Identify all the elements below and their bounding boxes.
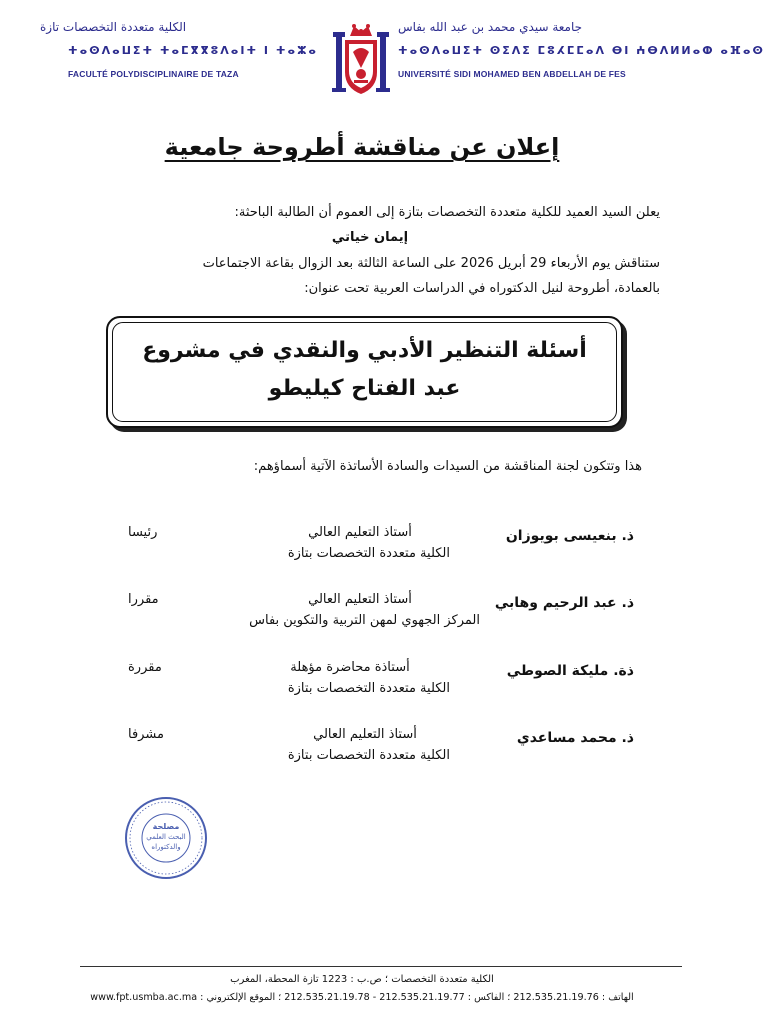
stamp-center-line-3: والدكتوراه xyxy=(151,843,181,851)
thesis-title-inner-frame xyxy=(112,322,617,422)
committee-member-title: أستاذة محاضرة مؤهلة xyxy=(290,660,410,675)
thesis-title-box xyxy=(106,316,623,428)
committee-member-institution: الكلية متعددة التخصصات بتازة xyxy=(287,681,450,696)
stamp-center-line-1: مصلحة xyxy=(152,822,180,831)
committee-member-title: أستاذ التعليم العالي xyxy=(313,727,417,742)
thesis-degree-line: بالعمادة، أطروحة لنيل الدكتوراه في الدراسات العربية تحت عنوان: xyxy=(304,281,660,296)
university-emblem-icon xyxy=(330,22,392,98)
committee-member-role: مشرفا xyxy=(128,727,164,742)
thesis-title-line-2: عبد الفتاح كيليطو xyxy=(268,376,461,401)
footer-divider xyxy=(80,966,682,967)
footer-contact: الهاتف : 212.535.21.19.76 ؛ الفاكس : 212.535.21.19.77 - 212.535.21.19.78 ؛ الموقع الإلكتروني : www.fpt.usmba.ac.ma xyxy=(90,992,634,1003)
university-name-tifinagh: ⵜⴰⵙⴷⴰⵡⵉⵜ ⵙⵉⴷⵉ ⵎⵓⵃⵎⵎⴰⴷ ⴱⵏ ⵄⴱⴷⵍⵍⴰⵀ ⴰⴼⴰⵙ xyxy=(398,44,765,57)
faculty-name-ar: الكلية متعددة التخصصات تازة xyxy=(40,20,187,34)
committee-member-institution: المركز الجهوي لمهن التربية والتكوين بفاس xyxy=(249,613,480,628)
committee-member-institution: الكلية متعددة التخصصات بتازة xyxy=(287,748,450,763)
student-name: إيمان خياتي xyxy=(331,230,409,245)
committee-member-title: أستاذ التعليم العالي xyxy=(308,525,412,540)
committee-member-name: ذ. محمد مساعدي xyxy=(516,730,634,746)
stamp-center-line-2: البحث العلمي xyxy=(146,833,186,841)
university-name-ar: جامعة سيدي محمد بن عبد الله بفاس xyxy=(398,20,583,34)
intro-line: يعلن السيد العميد للكلية متعددة التخصصات بتازة إلى العموم أن الطالبة الباحثة: xyxy=(234,205,660,220)
university-name-fr: UNIVERSITÉ SIDI MOHAMED BEN ABDELLAH DE FES xyxy=(398,69,626,79)
faculty-name-tifinagh: ⵜⴰⵙⴷⴰⵡⵉⵜ ⵜⴰⵎⴳⴳⵓⴷⴰⵏⵜ ⵏ ⵜⴰⵣⴰ xyxy=(68,44,319,57)
page-title: إعلان عن مناقشة أطروحة جامعية xyxy=(164,133,560,161)
thesis-title-line-1: أسئلة التنظير الأدبي والنقدي في مشروع xyxy=(142,338,587,363)
footer-address: الكلية متعددة التخصصات ؛ ص.ب : 1223 تازة المحطة، المغرب xyxy=(230,974,494,985)
faculty-name-fr: FACULTÉ POLYDISCIPLINAIRE DE TAZA xyxy=(68,69,239,79)
committee-member-name: ذ. بنعيسى بويوزان xyxy=(505,528,634,544)
committee-intro: هذا وتتكون لجنة المناقشة من السيدات والسادة الأساتذة الآتية أسماؤهم: xyxy=(253,459,642,474)
official-stamp xyxy=(124,796,208,880)
committee-member-name: ذ. عبد الرحيم وهابي xyxy=(494,595,634,611)
committee-member-title: أستاذ التعليم العالي xyxy=(308,592,412,607)
committee-member-role: مقررا xyxy=(128,592,159,607)
committee-member-institution: الكلية متعددة التخصصات بتازة xyxy=(287,546,450,561)
committee-member-role: رئيسا xyxy=(128,525,158,540)
defense-date-line: ستناقش يوم الأربعاء 29 أبريل 2026 على الساعة الثالثة بعد الزوال بقاعة الاجتماعات xyxy=(202,256,660,271)
committee-member-role: مقررة xyxy=(128,660,162,675)
committee-member-name: ذة. مليكة الصوطي xyxy=(506,663,634,679)
